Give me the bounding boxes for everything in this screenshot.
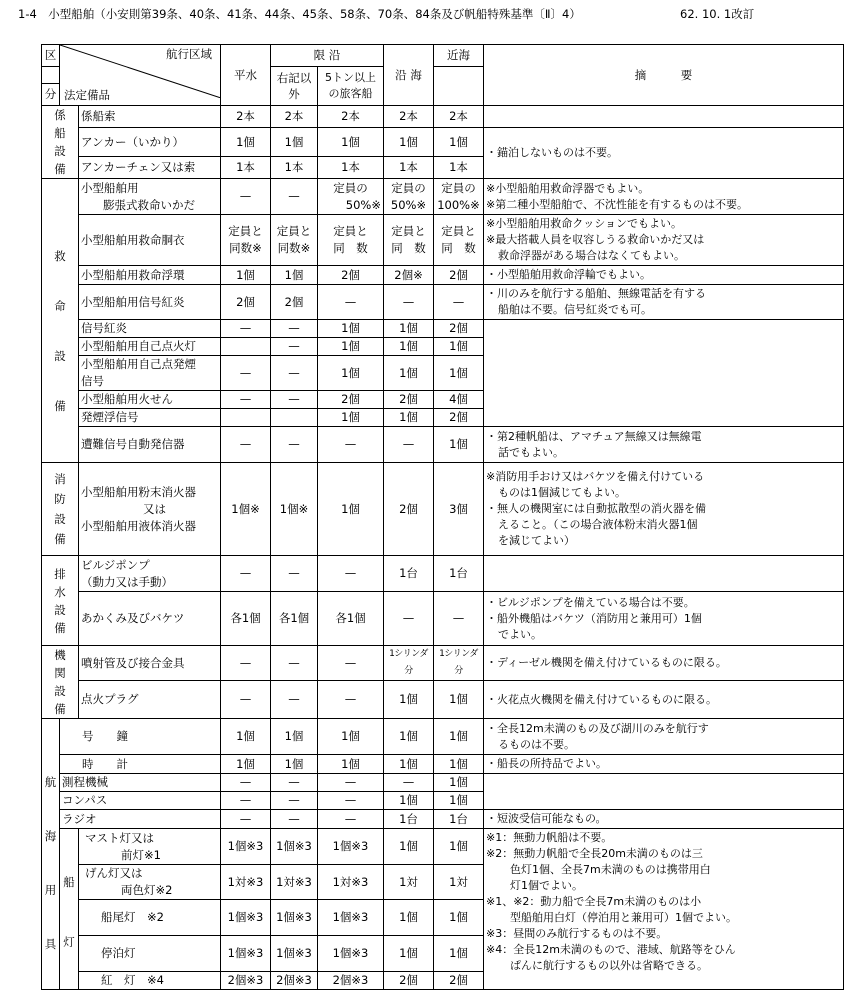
cell-value: 1個 <box>384 936 434 972</box>
cell-value: — <box>271 179 318 215</box>
remark-sonan <box>484 427 844 463</box>
cell-value: 1個 <box>221 719 271 755</box>
cell-value: 1個 <box>318 409 384 427</box>
cell-value: 1シリンダ分 <box>434 646 484 681</box>
cell-value: — <box>221 681 271 719</box>
category-shobo: 消防設備 <box>42 463 79 556</box>
cell-value: — <box>221 556 271 592</box>
item-sonan-shingo: 遭難信号自動発信器 <box>79 427 221 463</box>
header-heisui: 平水 <box>221 45 271 106</box>
item-fukan: 小型船舶用救命浮環 <box>79 266 221 285</box>
cell-value: — <box>271 774 318 792</box>
item-teihakuto: 停泊灯 <box>79 936 221 972</box>
cell-value: 1個※3 <box>221 829 271 865</box>
remark-line: ・船外機船はバケツ（消防用と兼用可）1個 <box>486 611 702 625</box>
cell-value: — <box>434 285 484 320</box>
cell-value: — <box>384 427 434 463</box>
cell-value: 1個 <box>271 755 318 774</box>
cell-line: 定員と <box>228 224 263 238</box>
cell-value: — <box>271 338 318 356</box>
cell-value: 1個 <box>434 427 484 463</box>
cell-value: 1個 <box>434 338 484 356</box>
remark-line: ※小型船舶用救命浮器でもよい。 <box>486 181 650 195</box>
item-hatsuen-fushingo: 発煙浮信号 <box>79 409 221 427</box>
cell-value: 1対※3 <box>318 865 384 900</box>
cell-value <box>318 179 384 215</box>
cell-line: 50%※ <box>390 197 427 212</box>
category-keisen: 係船設備 <box>42 106 79 179</box>
cell-value: — <box>221 646 271 681</box>
cell-value: 2個 <box>384 972 434 990</box>
remark-gosho <box>484 719 844 755</box>
category-sento <box>60 829 79 990</box>
cell-value: 1本 <box>384 157 434 179</box>
item-jiko-tenkato: 小型船舶用自己点火灯 <box>79 338 221 356</box>
cell-value <box>434 215 484 266</box>
cell-value: — <box>318 646 384 681</box>
item-akakumi: あかくみ及びバケツ <box>79 592 221 646</box>
category-kyumei <box>42 179 79 463</box>
cell-value: 1個 <box>271 719 318 755</box>
item-line: ビルジポンプ <box>81 557 150 572</box>
header-tekiyo: 摘 要 <box>484 45 844 106</box>
cell-value: — <box>271 681 318 719</box>
cell-value: — <box>221 792 271 810</box>
header-diagonal <box>60 45 221 106</box>
category-kokai <box>42 719 60 990</box>
cell-value: 1個 <box>318 755 384 774</box>
cell-value: 2個 <box>318 391 384 409</box>
cell-value: 1個※ <box>271 463 318 556</box>
cell-value: — <box>318 427 384 463</box>
item-line: 小型船舶用液体消火器 <box>81 518 196 533</box>
cat-char: 命 <box>54 298 66 313</box>
remark-bilge <box>484 592 844 646</box>
cell-value <box>221 409 271 427</box>
cell-value: 2個※3 <box>318 972 384 990</box>
remark-anchor: ・錨泊しないものは不要。 <box>484 128 844 179</box>
cell-value: 1個※ <box>221 463 271 556</box>
cell-value <box>384 215 434 266</box>
item-genTo <box>79 865 221 900</box>
equipment-table <box>41 44 844 990</box>
cell-value: 1個 <box>221 128 271 157</box>
item-line: げん灯又は <box>85 866 143 880</box>
cell-value: 1対 <box>384 865 434 900</box>
cell-value: 1個※3 <box>318 900 384 936</box>
cell-line: 定員と <box>391 224 426 238</box>
remark-line: ※4：全長12m未満のもので、港域、航路等をひん <box>486 943 736 956</box>
cat-char: 救 <box>54 248 66 263</box>
cell-value: 1本 <box>318 157 384 179</box>
cell-value: — <box>271 427 318 463</box>
category-haisui: 排水設備 <box>42 556 79 646</box>
cell-value <box>318 215 384 266</box>
cell-value: 2本 <box>271 106 318 128</box>
cell-value: — <box>318 792 384 810</box>
item-line: 両色灯※2 <box>121 883 173 897</box>
item-line: 小型船舶用 <box>81 180 139 195</box>
remark-shoka <box>484 463 844 556</box>
cat-char: 灯 <box>63 935 75 949</box>
cell-line: 同 数 <box>441 241 476 255</box>
remark-fukan: ・小型船舶用救命浮輪でもよい。 <box>484 266 844 285</box>
remark-dougi <box>484 215 844 266</box>
remark-empty <box>484 774 844 810</box>
cell-value: 2個※3 <box>221 972 271 990</box>
document-title: 1-4 小型船舶（小安則第39条、40条、41条、44条、45条、58条、70条、84条及び帆船特殊基準〔Ⅱ〕4） <box>18 7 581 21</box>
cell-value: — <box>384 592 434 646</box>
revision-date: 62. 10. 1改訂 <box>680 7 755 21</box>
cell-value: — <box>384 285 434 320</box>
item-koen: 小型船舶用信号紅炎 <box>79 285 221 320</box>
header-kinkai: 近海 <box>434 45 484 67</box>
cell-value: — <box>384 774 434 792</box>
cell-value: — <box>221 356 271 391</box>
cell-line: 定員の <box>333 180 368 195</box>
cell-value: — <box>221 774 271 792</box>
remark-radio: ・短波受信可能なもの。 <box>484 810 844 829</box>
item-dougi: 小型船舶用救命胴衣 <box>79 215 221 266</box>
item-plug: 点火プラグ <box>79 681 221 719</box>
cell-value: — <box>221 427 271 463</box>
header-ku: 区 <box>42 45 60 67</box>
item-line: （動力又は手動） <box>81 574 173 589</box>
cell-line: 定員の <box>441 180 476 195</box>
remark-sento <box>484 829 844 990</box>
cell-value: 1個 <box>384 356 434 391</box>
cell-line: 定員と <box>441 224 476 238</box>
remark-line: ぱんに航行するもの以外は省略できる。 <box>510 959 708 972</box>
remark-line: を減じてよい） <box>498 534 575 547</box>
remark-funsha: ・ディーゼル機関を備え付けているものに限る。 <box>484 646 844 681</box>
cell-value: 1個 <box>221 755 271 774</box>
cell-value: 1個 <box>384 900 434 936</box>
item-line: 前灯※1 <box>121 847 161 862</box>
cell-value: 1対※3 <box>221 865 271 900</box>
remark-line: ・ビルジポンプを備えている場合は不要。 <box>486 595 695 609</box>
remark-line: ※3：昼間のみ航行するものは不要。 <box>486 927 668 940</box>
cell-value: — <box>271 391 318 409</box>
item-line: 小型船舶用自己点発煙 <box>81 357 196 371</box>
item-shingo-koen: 信号紅炎 <box>79 320 221 338</box>
cell-value: 1個 <box>434 829 484 865</box>
header-ukigai: 右記以外 <box>271 67 318 106</box>
cell-value: 1個 <box>221 266 271 285</box>
cell-value: 2個 <box>434 972 484 990</box>
cell-value: 1個 <box>434 936 484 972</box>
cell-value: 3個 <box>434 463 484 556</box>
cell-value: 2個 <box>384 391 434 409</box>
cell-line: 同数※ <box>277 241 311 255</box>
remark-line: ・川のみを航行する船舶、無線電話を有する <box>486 287 706 300</box>
remark-line: ※第二種小型船舶で、不沈性能を有するものは不要。 <box>486 197 748 211</box>
cat-char: 備 <box>54 398 66 413</box>
remark-plug: ・火花点火機関を備え付けているものに限る。 <box>484 681 844 719</box>
cell-value: 1個 <box>384 409 434 427</box>
item-gosho: 号 鐘 <box>60 719 221 755</box>
cell-value: 1個 <box>318 356 384 391</box>
remark-line: 色灯1個、全長7m未満のものは携帯用白 <box>510 863 711 876</box>
remark-line: 船舶は不要。信号紅炎でも可。 <box>498 303 652 316</box>
cell-value: — <box>221 810 271 829</box>
item-shokaki <box>79 463 221 556</box>
remark-empty <box>484 320 844 427</box>
cell-value: 各1個 <box>271 592 318 646</box>
cell-value: 1個※3 <box>318 829 384 865</box>
header-houtei: 法定備品 <box>64 88 110 102</box>
cell-value: 1台 <box>384 556 434 592</box>
header-engan: 沿 海 <box>384 45 434 106</box>
remark-line: 型船舶用白灯（停泊用と兼用可）1個でよい。 <box>510 911 737 924</box>
item-tokei: 時 計 <box>60 755 221 774</box>
cell-value: — <box>318 556 384 592</box>
item-line: 小型船舶用粉末消火器 <box>81 484 196 499</box>
cell-value <box>221 215 271 266</box>
remark-line: ものは1個減じてもよい。 <box>498 486 626 499</box>
cell-value: 1個※3 <box>221 936 271 972</box>
cell-value: 1個 <box>318 719 384 755</box>
cell-value: — <box>318 681 384 719</box>
cell-line: 定員と <box>333 224 368 238</box>
item-koto: 紅 灯 ※4 <box>79 972 221 990</box>
remark-line: ※小型船舶用救命クッションでもよい。 <box>486 217 682 230</box>
cell-value <box>434 179 484 215</box>
header-gentei: 限 沿 <box>271 45 384 67</box>
cell-value: 1個 <box>434 792 484 810</box>
item-compass: コンパス <box>60 792 221 810</box>
category-kikan: 機関設備 <box>42 646 79 719</box>
cell-value: 1対※3 <box>271 865 318 900</box>
cell-value: — <box>221 391 271 409</box>
cell-value: 1個 <box>384 792 434 810</box>
cell-value: 1個 <box>271 128 318 157</box>
item-kasen: 小型船舶用火せん <box>79 391 221 409</box>
item-anchor: アンカー（いかり） <box>79 128 221 157</box>
cell-value: 1本 <box>221 157 271 179</box>
cell-value: 各1個 <box>221 592 271 646</box>
cell-value: 1個 <box>434 356 484 391</box>
cell-value: 1個 <box>384 719 434 755</box>
cell-value: — <box>318 810 384 829</box>
item-sokutei: 測程機械 <box>60 774 221 792</box>
cell-value: — <box>271 556 318 592</box>
cell-value: 1対 <box>434 865 484 900</box>
cell-value: 1個 <box>384 681 434 719</box>
cell-value: 1個 <box>271 266 318 285</box>
cell-value: — <box>271 356 318 391</box>
remark-line: ※最大搭載人員を収容しうる救命いかだ又は <box>486 233 705 246</box>
cell-value <box>271 215 318 266</box>
item-line: 膨張式救命いかだ <box>103 197 195 212</box>
cell-line: 同 数 <box>333 241 368 255</box>
cell-value: — <box>221 179 271 215</box>
item-jiko-hatsuen <box>79 356 221 391</box>
cell-value: — <box>318 774 384 792</box>
cell-line: 同 数 <box>391 241 426 255</box>
cell-value: 1個※3 <box>271 900 318 936</box>
cell-value: 1個 <box>318 320 384 338</box>
cat-char: 用 <box>44 883 57 897</box>
cell-value: 1個 <box>434 900 484 936</box>
remark-line: えること。（この場合液体粉末消火器1個 <box>498 518 698 531</box>
cell-value: 1個 <box>384 829 434 865</box>
cat-char: 設 <box>54 348 66 363</box>
item-funshakan: 噴射管及び接合金具 <box>79 646 221 681</box>
cell-value: — <box>221 320 271 338</box>
remark-line: るものは不要。 <box>498 737 575 751</box>
cell-value: 1個 <box>384 320 434 338</box>
cell-value <box>221 338 271 356</box>
cell-value: 1個※3 <box>271 829 318 865</box>
cell-value: — <box>271 810 318 829</box>
cell-line: 同数※ <box>229 241 262 255</box>
cell-value: 1個 <box>434 755 484 774</box>
cell-value: 2本 <box>384 106 434 128</box>
cell-value: 2個 <box>271 285 318 320</box>
cell-value: 1本 <box>434 157 484 179</box>
header-bun: 分 <box>42 84 60 106</box>
remark-line: ・第2種帆船は、アマチュア無線又は無線電 <box>486 429 702 443</box>
cell-value: 2個 <box>434 266 484 285</box>
item-line: 又は <box>143 501 166 516</box>
cat-char: 海 <box>44 829 57 843</box>
remark-line: 救命浮器がある場合はなくてもよい。 <box>498 249 685 262</box>
cell-value: 1本 <box>271 157 318 179</box>
cell-value: 2本 <box>318 106 384 128</box>
header-kouko: 航行区域 <box>166 47 212 61</box>
cell-value: 2個 <box>384 463 434 556</box>
cell-value: 1個 <box>434 719 484 755</box>
remark-line: ・全長12m未満のもの及び湖川のみを航行す <box>486 721 709 735</box>
cell-value: 1台 <box>384 810 434 829</box>
cell-value: 1個※3 <box>221 900 271 936</box>
remark-line: 灯1個でよい。 <box>510 879 583 892</box>
remark-line: ※消防用手おけ又はバケツを備え付けている <box>486 470 705 483</box>
remark-ikada <box>484 179 844 215</box>
cell-value: 1個 <box>384 338 434 356</box>
cell-value: — <box>318 285 384 320</box>
cell-value: 2個 <box>434 409 484 427</box>
cell-value: 1個 <box>434 681 484 719</box>
cell-value <box>271 409 318 427</box>
cell-value: — <box>271 646 318 681</box>
cat-char: 具 <box>44 937 57 951</box>
cell-value: 1個※3 <box>318 936 384 972</box>
cell-value: 1個 <box>384 755 434 774</box>
cell-value <box>384 179 434 215</box>
remark-tokei: ・船長の所持品でよい。 <box>484 755 844 774</box>
cell-value: 各1個 <box>318 592 384 646</box>
remark-line: 話でもよい。 <box>498 445 564 459</box>
cell-value: 1個 <box>318 128 384 157</box>
cell-value: 1個 <box>434 128 484 157</box>
remark-line: ※1：無動力帆船は不要。 <box>486 831 613 844</box>
item-mast-to <box>79 829 221 865</box>
item-bilge <box>79 556 221 592</box>
cell-line: 100%※ <box>437 197 480 212</box>
cell-value: — <box>271 320 318 338</box>
item-ikada <box>79 179 221 215</box>
cell-value: 2個 <box>221 285 271 320</box>
header-kinkai-blank <box>434 67 484 106</box>
cell-line: 50%※ <box>345 197 381 212</box>
cell-line: 定員と <box>276 224 312 238</box>
item-line: マスト灯又は <box>85 830 154 845</box>
cell-value: 2個※3 <box>271 972 318 990</box>
cell-value: 2個 <box>318 266 384 285</box>
cell-value: 1シリンダ分 <box>384 646 434 681</box>
remark-empty <box>484 106 844 128</box>
header-gotonijo: 5トン以上の旅客船 <box>318 67 384 106</box>
remark-line: ・無人の機関室には自動拡散型の消火器を備 <box>486 502 706 515</box>
cell-value: 1台 <box>434 556 484 592</box>
cell-value: 1個 <box>384 128 434 157</box>
item-radio: ラジオ <box>60 810 221 829</box>
cell-line: 定員の <box>391 180 426 195</box>
remark-line: ※2：無動力帆船で全長20m未満のものは三 <box>486 847 703 860</box>
item-line: 信号 <box>81 374 104 388</box>
cell-value: 1個 <box>434 774 484 792</box>
cell-value: 2本 <box>221 106 271 128</box>
cell-value: 2本 <box>434 106 484 128</box>
item-keisen-sakusa: 係船索 <box>79 106 221 128</box>
cell-value: — <box>271 792 318 810</box>
cell-value: 2個※ <box>384 266 434 285</box>
remark-line: でよい。 <box>498 627 542 641</box>
cat-char: 船 <box>63 875 75 889</box>
cell-value: 2個 <box>434 320 484 338</box>
header-ku-blank <box>42 67 60 84</box>
cell-value: 4個 <box>434 391 484 409</box>
cell-value: 1個※3 <box>271 936 318 972</box>
remark-line: ※1、※2：動力船で全長7m未満のものは小 <box>486 895 702 908</box>
remark-koen <box>484 285 844 320</box>
cat-char: 航 <box>44 775 57 789</box>
document-header <box>0 6 861 24</box>
remark-empty <box>484 556 844 592</box>
cell-value: 1台 <box>434 810 484 829</box>
cell-value: 1個 <box>318 338 384 356</box>
cell-value: — <box>434 592 484 646</box>
item-anchor-chain: アンカーチェン又は索 <box>79 157 221 179</box>
cell-value: 1個 <box>318 463 384 556</box>
item-senbito: 船尾灯 ※2 <box>79 900 221 936</box>
